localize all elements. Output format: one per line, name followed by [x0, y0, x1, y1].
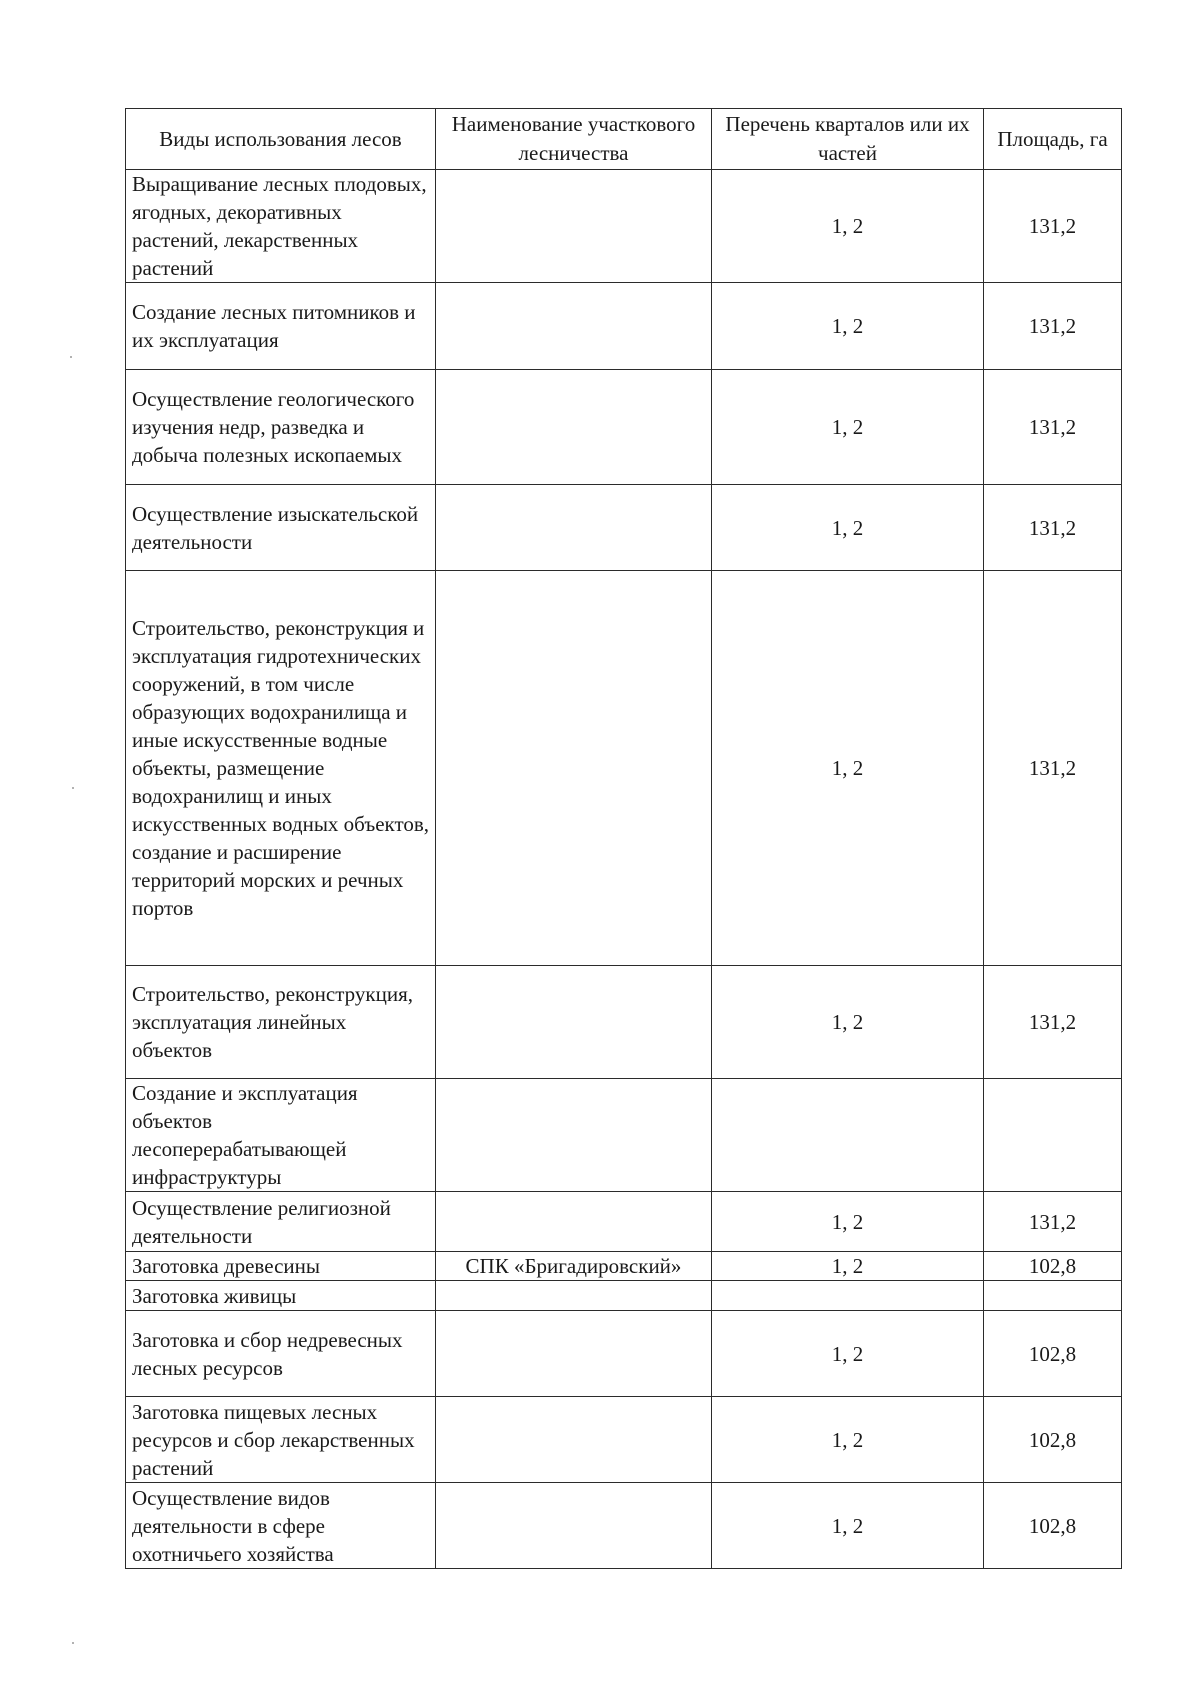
cell-quarters: 1, 2 — [712, 966, 984, 1079]
table-row — [126, 1483, 1122, 1569]
cell-quarters: 1, 2 — [712, 1397, 984, 1483]
cell-area: 131,2 — [984, 571, 1122, 966]
cell-area: 131,2 — [984, 283, 1122, 370]
cell-forestry — [436, 370, 712, 485]
cell-kind: Осуществление геологического изучения недр, разведка и добыча полезных ископаемых — [126, 370, 436, 485]
cell-quarters — [712, 1079, 984, 1192]
scan-speck — [72, 1642, 74, 1644]
cell-kind: Заготовка и сбор недревесных лесных ресурсов — [126, 1311, 436, 1397]
cell-forestry — [436, 485, 712, 571]
cell-quarters: 1, 2 — [712, 485, 984, 571]
cell-forestry — [436, 571, 712, 966]
cell-area: 131,2 — [984, 1192, 1122, 1252]
cell-kind: Строительство, реконструкция и эксплуатация гидротехнических сооружений, в том числе образующих водохранилища и иные искусственные водные объекты, размещение водохранилищ и иных искусственных водных объектов, создание и расширение территорий морских и речных портов — [126, 571, 436, 966]
cell-kind: Строительство, реконструкция, эксплуатация линейных объектов — [126, 966, 436, 1079]
cell-forestry — [436, 283, 712, 370]
table-row — [126, 1281, 1122, 1311]
cell-forestry — [436, 1397, 712, 1483]
cell-forestry — [436, 966, 712, 1079]
table-row — [126, 370, 1122, 485]
cell-quarters: 1, 2 — [712, 1311, 984, 1397]
cell-forestry — [436, 1079, 712, 1192]
forest-use-table — [125, 108, 1122, 1569]
cell-kind: Осуществление религиозной деятельности — [126, 1192, 436, 1252]
table-row — [126, 966, 1122, 1079]
header-area: Площадь, га — [984, 109, 1122, 170]
cell-quarters — [712, 1281, 984, 1311]
scan-speck — [70, 356, 72, 358]
cell-area: 131,2 — [984, 966, 1122, 1079]
cell-area: 131,2 — [984, 370, 1122, 485]
cell-area: 102,8 — [984, 1252, 1122, 1281]
table-header-row — [126, 109, 1122, 170]
header-kind: Виды использования лесов — [126, 109, 436, 170]
table-row — [126, 485, 1122, 571]
cell-quarters: 1, 2 — [712, 571, 984, 966]
cell-quarters: 1, 2 — [712, 1252, 984, 1281]
cell-forestry — [436, 1311, 712, 1397]
cell-quarters: 1, 2 — [712, 283, 984, 370]
cell-kind: Заготовка пищевых лесных ресурсов и сбор лекарственных растений — [126, 1397, 436, 1483]
cell-forestry — [436, 1281, 712, 1311]
table-row — [126, 1252, 1122, 1281]
cell-forestry — [436, 1483, 712, 1569]
cell-forestry — [436, 1192, 712, 1252]
cell-quarters: 1, 2 — [712, 1192, 984, 1252]
cell-kind: Выращивание лесных плодовых, ягодных, декоративных растений, лекарственных растений — [126, 170, 436, 283]
cell-quarters: 1, 2 — [712, 170, 984, 283]
table-row — [126, 571, 1122, 966]
cell-area: 131,2 — [984, 485, 1122, 571]
cell-kind: Создание лесных питомников и их эксплуатация — [126, 283, 436, 370]
cell-kind: Создание и эксплуатация объектов лесоперерабатывающей инфраструктуры — [126, 1079, 436, 1192]
cell-forestry — [436, 170, 712, 283]
table-row — [126, 1079, 1122, 1192]
cell-kind: Заготовка живицы — [126, 1281, 436, 1311]
cell-area: 131,2 — [984, 170, 1122, 283]
cell-area: 102,8 — [984, 1311, 1122, 1397]
cell-kind: Заготовка древесины — [126, 1252, 436, 1281]
table-row — [126, 170, 1122, 283]
cell-kind: Осуществление изыскательской деятельности — [126, 485, 436, 571]
cell-area — [984, 1281, 1122, 1311]
table-row — [126, 1192, 1122, 1252]
header-quarters: Перечень кварталов или их частей — [712, 109, 984, 170]
table-row — [126, 1397, 1122, 1483]
cell-area: 102,8 — [984, 1397, 1122, 1483]
cell-kind: Осуществление видов деятельности в сфере охотничьего хозяйства — [126, 1483, 436, 1569]
table-row — [126, 283, 1122, 370]
cell-quarters: 1, 2 — [712, 1483, 984, 1569]
cell-area: 102,8 — [984, 1483, 1122, 1569]
cell-area — [984, 1079, 1122, 1192]
scan-speck — [72, 787, 74, 789]
header-forestry: Наименование участкового лесничества — [436, 109, 712, 170]
cell-forestry: СПК «Бригадировский» — [436, 1252, 712, 1281]
cell-quarters: 1, 2 — [712, 370, 984, 485]
table-row — [126, 1311, 1122, 1397]
